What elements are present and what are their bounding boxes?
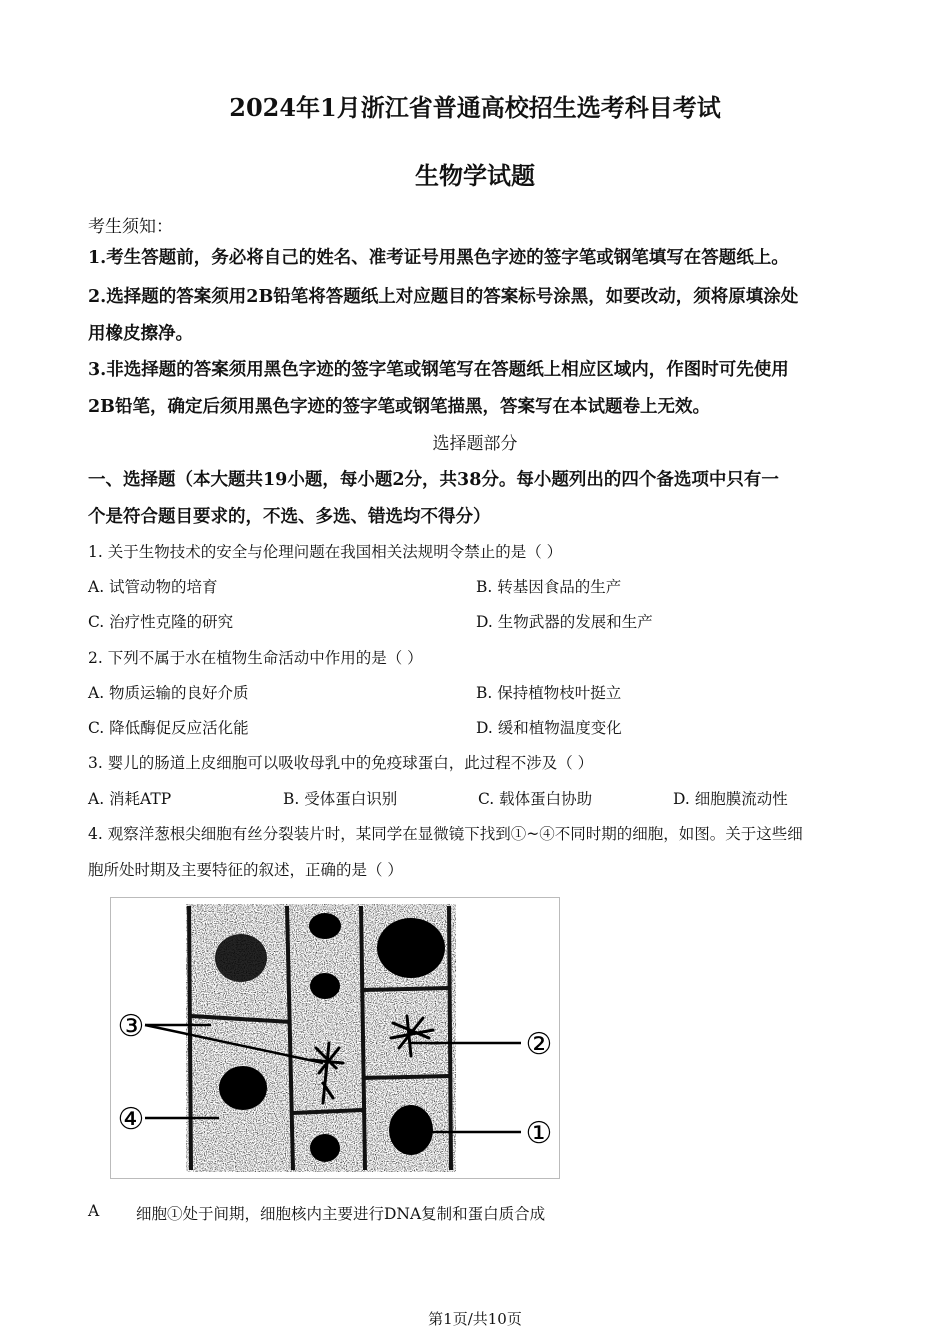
question-1-options-row1 (88, 575, 878, 597)
section-intro-line: 一、选择题（本大题共19小题，每小题2分，共38分。每小题列出的四个备选项中只有一 (88, 470, 779, 490)
option-c[interactable]: C. 载体蛋白协助 (478, 790, 593, 808)
notice-heading: 考生须知： (88, 217, 173, 237)
option-c[interactable]: C. 治疗性克隆的研究 (88, 613, 234, 631)
option-b[interactable]: B. 转基因食品的生产 (476, 578, 622, 596)
option-b[interactable]: B. 保持植物枝叶挺立 (476, 684, 622, 702)
question-2-options-row2 (88, 716, 878, 738)
option-d[interactable]: D. 细胞膜流动性 (673, 790, 788, 808)
option-a[interactable]: A. 物质运输的良好介质 (88, 684, 249, 702)
onion-root-tip-micrograph (111, 898, 560, 1179)
question-2-options-row1 (88, 681, 878, 703)
section-title: 选择题部分 (432, 434, 518, 454)
question-4-option-a-text[interactable]: 细胞①处于间期，细胞核内主要进行DNA复制和蛋白质合成 (136, 1205, 546, 1223)
label-cell-2: ② (525, 1027, 553, 1062)
option-a[interactable]: A. 试管动物的培育 (88, 578, 218, 596)
notice-line: 3.非选择题的答案须用黑色字迹的签字笔或钢笔写在答题纸上相应区域内，作图时可先使用 (88, 360, 789, 380)
option-c[interactable]: C. 降低酶促反应活化能 (88, 719, 249, 737)
label-cell-4: ④ (117, 1102, 145, 1137)
question-1-options-row2 (88, 610, 878, 632)
option-d[interactable]: D. 缓和植物温度变化 (476, 719, 622, 737)
label-cell-3: ③ (117, 1009, 145, 1044)
question-4-stem: 胞所处时期及主要特征的叙述，正确的是（ ） (88, 861, 403, 879)
notice-line: 2B铅笔，确定后须用黑色字迹的签字笔或钢笔描黑，答案写在本试题卷上无效。 (88, 397, 710, 417)
page-number: 第1页/共10页 (428, 1310, 522, 1328)
notice-line: 2.选择题的答案须用2B铅笔将答题纸上对应题目的答案标号涂黑，如要改动，须将原填涂处 (88, 287, 799, 307)
notice-line: 用橡皮擦净。 (88, 324, 193, 344)
question-1-stem: 1. 关于生物技术的安全与伦理问题在我国相关法规明令禁止的是（ ） (88, 543, 563, 561)
micrograph-figure (110, 897, 560, 1179)
exam-subtitle: 生物学试题 (415, 161, 535, 190)
notice-line: 1.考生答题前，务必将自己的姓名、准考证号用黑色字迹的签字笔或钢笔填写在答题纸上。 (88, 248, 789, 268)
question-4-option-a-letter[interactable]: A (88, 1202, 100, 1220)
question-4-stem: 4. 观察洋葱根尖细胞有丝分裂装片时，某同学在显微镜下找到①~④不同时期的细胞，如图。关于这些细 (88, 825, 803, 843)
question-3-options (88, 787, 878, 809)
label-cell-1: ① (525, 1116, 553, 1151)
option-a[interactable]: A. 消耗ATP (88, 790, 172, 808)
section-intro-line: 个是符合题目要求的，不选、多选、错选均不得分） (88, 507, 491, 527)
question-2-stem: 2. 下列不属于水在植物生命活动中作用的是（ ） (88, 649, 423, 667)
question-3-stem: 3. 婴儿的肠道上皮细胞可以吸收母乳中的免疫球蛋白，此过程不涉及（ ） (88, 754, 594, 772)
exam-title: 2024年1月浙江省普通高校招生选考科目考试 (229, 93, 721, 122)
option-b[interactable]: B. 受体蛋白识别 (283, 790, 398, 808)
option-d[interactable]: D. 生物武器的发展和生产 (476, 613, 653, 631)
